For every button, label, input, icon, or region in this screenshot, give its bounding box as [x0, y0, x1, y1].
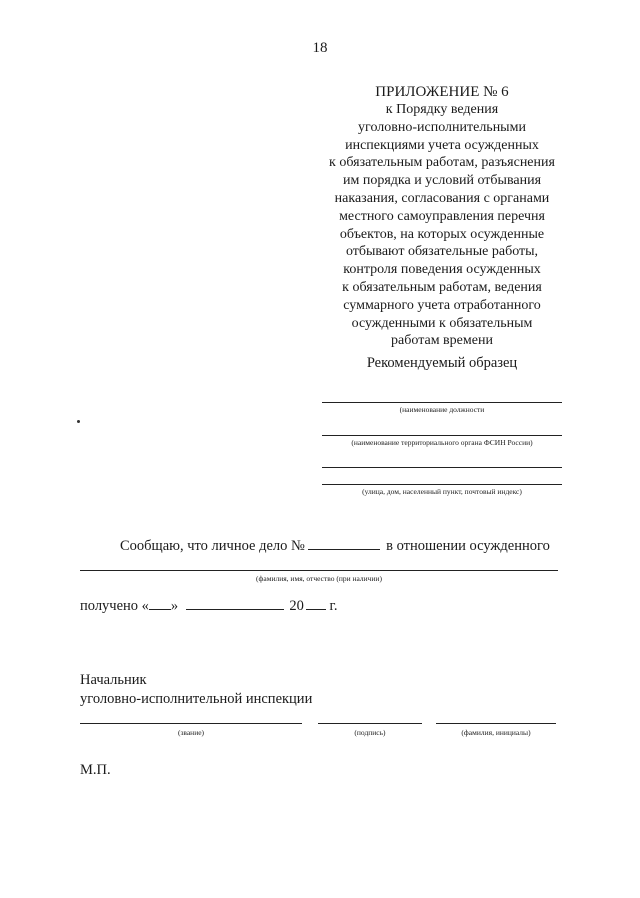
received-quote-close: »: [170, 598, 179, 614]
year-suffix: г.: [329, 598, 338, 614]
appendix-line: уголовно-исполнительными: [358, 119, 526, 135]
appendix-header: [300, 83, 584, 350]
appendix-line: к обязательным работам, ведения: [342, 279, 542, 295]
appendix-line: к Порядку ведения: [385, 102, 499, 117]
address-caption: (улица, дом, населенный пункт, почтовый индекс): [362, 487, 522, 496]
signature-title-line1: Начальник: [80, 672, 147, 688]
day-field[interactable]: [149, 597, 171, 610]
appendix-line: отбывают обязательные работы,: [345, 244, 539, 260]
position-field[interactable]: [322, 402, 562, 403]
appendix-line: контроля поведения осужденных: [343, 262, 541, 278]
scan-speck: [77, 420, 80, 423]
appendix-line: объектов, на которых осужденные: [339, 226, 545, 242]
rank-field[interactable]: [80, 723, 302, 724]
received-prefix: получено «: [80, 598, 149, 614]
appendix-line: инспекциями учета осужденных: [345, 137, 539, 153]
position-caption: (наименование должности: [399, 405, 485, 414]
page-number: 18: [312, 40, 328, 56]
convict-name-caption: (фамилия, имя, отчество (при наличии): [256, 574, 382, 583]
appendix-line: суммарного учета отработанного: [343, 297, 541, 313]
organ-field[interactable]: [322, 435, 562, 436]
signature-field[interactable]: [318, 723, 422, 724]
message-line: [120, 537, 550, 555]
signature-caption: (подпись): [354, 728, 386, 737]
recommended-sample-label: Рекомендуемый образец: [366, 355, 518, 371]
case-number-field[interactable]: [308, 537, 380, 550]
appendix-title: ПРИЛОЖЕНИЕ № 6: [375, 84, 509, 100]
year-prefix: 20: [289, 598, 304, 614]
received-line: [80, 597, 337, 615]
appendix-line: им порядка и условий отбывания: [342, 173, 542, 189]
address-field-1[interactable]: [322, 467, 562, 468]
initials-caption: (фамилия, инициалы): [461, 728, 531, 737]
appendix-line: к обязательным работам, разъяснения: [329, 155, 555, 171]
signature-title-line2: уголовно-исполнительной инспекции: [80, 691, 313, 707]
appendix-line: работам времени: [391, 333, 493, 349]
rank-caption: (звание): [177, 728, 205, 737]
message-prefix: Сообщаю, что личное дело №: [120, 538, 305, 554]
appendix-line: местного самоуправления перечня: [339, 208, 545, 224]
initials-field[interactable]: [436, 723, 556, 724]
convict-name-field[interactable]: [80, 570, 558, 571]
organ-caption: (наименование территориального органа ФСИН России): [351, 438, 533, 447]
month-field[interactable]: [186, 597, 284, 610]
year-field[interactable]: [306, 597, 326, 610]
stamp-label: М.П.: [80, 762, 111, 778]
appendix-line: осужденными к обязательным: [351, 315, 533, 331]
message-suffix: в отношении осужденного: [386, 538, 550, 554]
address-field-2[interactable]: [322, 484, 562, 485]
appendix-line: наказания, согласования с органами: [334, 190, 550, 206]
